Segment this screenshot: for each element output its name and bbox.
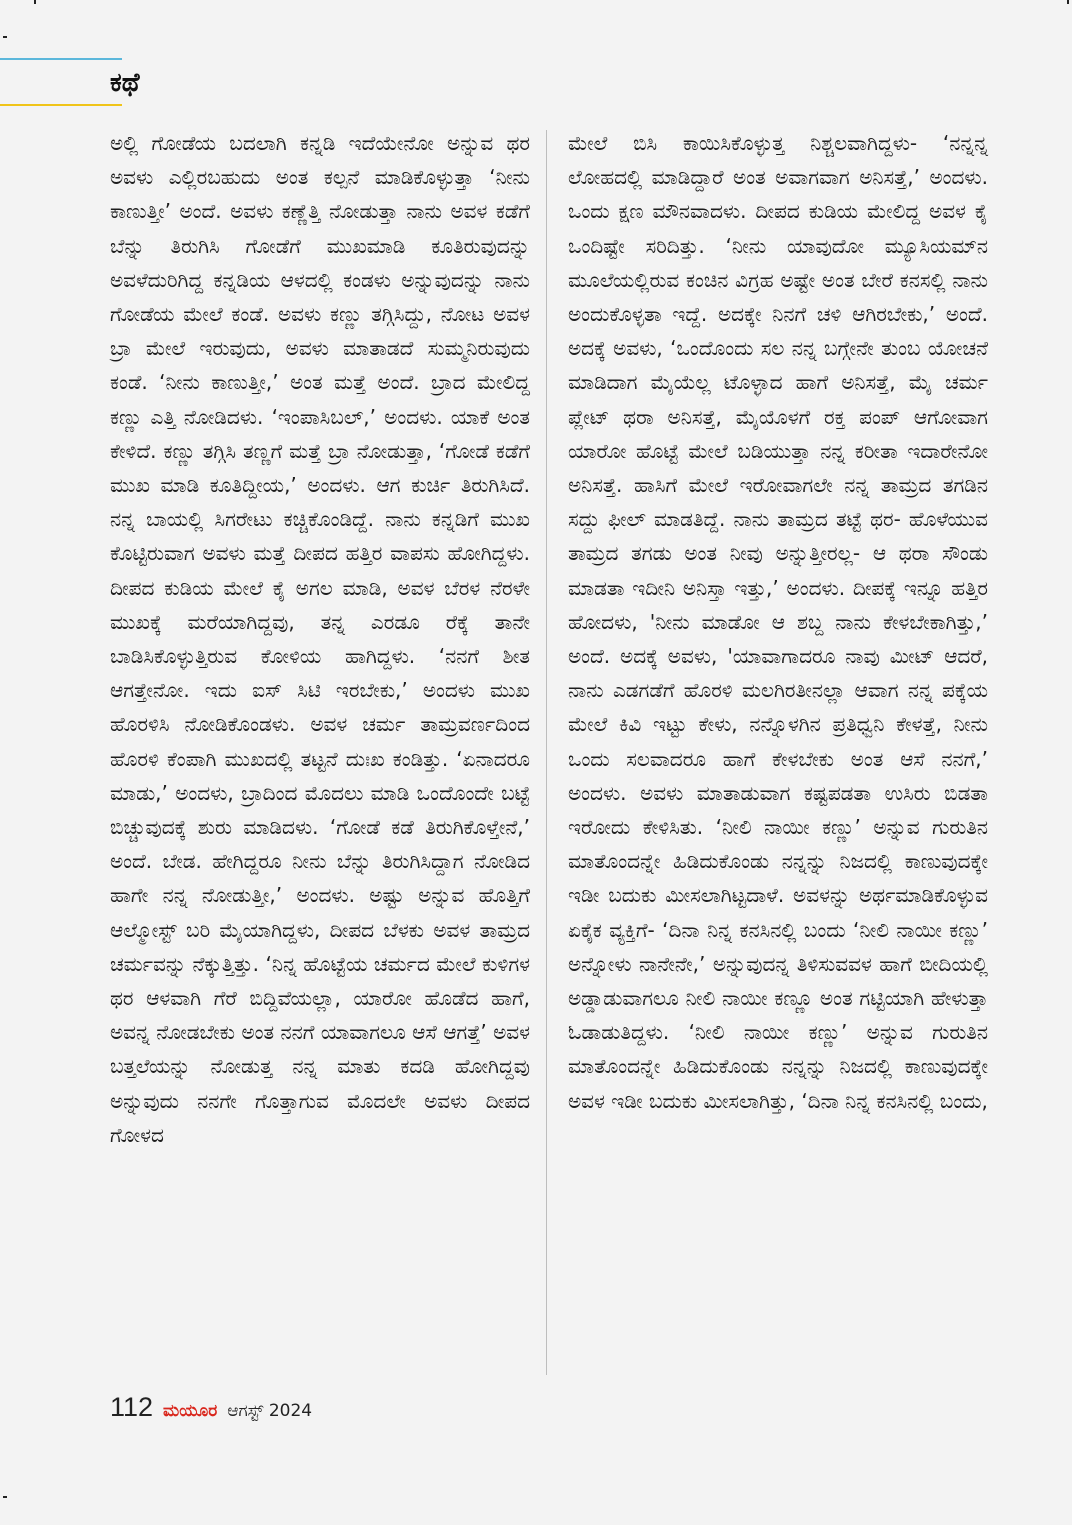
header-rule-blue — [0, 58, 122, 60]
section-title: ಕಥೆ — [110, 68, 140, 98]
crop-mark — [1067, 0, 1069, 4]
column-divider — [546, 130, 547, 1375]
page-footer — [110, 1392, 312, 1432]
crop-mark — [3, 1496, 7, 1498]
issue-date: ಆಗಸ್ಟ್ 2024 — [227, 1401, 313, 1421]
story-column-right: ಮೇಲೆ ಬಿಸಿ ಕಾಯಿಸಿಕೊಳ್ಳುತ್ತ ನಿಶ್ಚಲವಾಗಿದ್ದಳು- ‘ನನ್ನನ್ನ ಲೋಹದಲ್ಲಿ ಮಾಡಿದ್ದಾರೆ ಅಂತ ಅವಾಗವಾಗ ಅನಿಸತ್ತೆ,’ ಅಂದಳು. ಒಂದು ಕ್ಷಣ ಮೌನವಾದಳು. ದೀಪದ ಕುಡಿಯ ಮೇಲಿದ್ದ ಅವಳ ಕೈ ಒಂದಿಷ್ಟೇ ಸರಿದಿತ್ತು. ‘ನೀನು ಯಾವುದೋ ಮ್ಯೂಸಿಯಮ್‌ನ ಮೂಲೆಯಲ್ಲಿರುವ ಕಂಚಿನ ವಿಗ್ರಹ ಅಷ್ಟೇ ಅಂತ ಬೇರೆ ಕನಸಲ್ಲಿ ನಾನು ಅಂದುಕೊಳ್ಳತಾ ಇದ್ದೆ. ಅದಕ್ಕೇ ನಿನಗೆ ಚಳಿ ಆಗಿರಬೇಕು,’ ಅಂದೆ. ಅದಕ್ಕೆ ಅವಳು, ‘ಒಂದೊಂದು ಸಲ ನನ್ನ ಬಗ್ಗೇನೇ ತುಂಬ ಯೋಚನೆ ಮಾಡಿದಾಗ ಮೈಯೆಲ್ಲ ಟೊಳ್ಳಾದ ಹಾಗೆ ಅನಿಸತ್ತೆ, ಮೈ ಚರ್ಮ ಪ್ಲೇಟ್ ಥರಾ ಅನಿಸತ್ತೆ, ಮೈಯೊಳಗೆ ರಕ್ತ ಪಂಪ್ ಆಗೋವಾಗ ಯಾರೋ ಹೊಟ್ಟೆ ಮೇಲೆ ಬಡಿಯುತ್ತಾ ನನ್ನ ಕರೀತಾ ಇದಾರೇನೋ ಅನಿಸತ್ತೆ. ಹಾಸಿಗೆ ಮೇಲೆ ಇರೋವಾಗಲೇ ನನ್ನ ತಾಮ್ರದ ತಗಡಿನ ಸದ್ದು ಫೀಲ್ ಮಾಡತಿದ್ದೆ. ನಾನು ತಾಮ್ರದ ತಟ್ಟೆ ಥರ- ಹೊಳೆಯುವ ತಾಮ್ರದ ತಗಡು ಅಂತ ನೀವು ಅನ್ನುತ್ತೀರಲ್ಲ- ಆ ಥರಾ ಸೌಂಡು ಮಾಡತಾ ಇದೀನಿ ಅನಿಸ್ತಾ ಇತ್ತು,’ ಅಂದಳು. ದೀಪಕ್ಕೆ ಇನ್ನೂ ಹತ್ತಿರ ಹೋದಳು, 'ನೀನು ಮಾಡೋ ಆ ಶಬ್ದ ನಾನು ಕೇಳಬೇಕಾಗಿತ್ತು,’ ಅಂದೆ. ಅದಕ್ಕೆ ಅವಳು, 'ಯಾವಾಗಾದರೂ ನಾವು ಮೀಟ್ ಆದರೆ, ನಾನು ಎಡಗಡೆಗೆ ಹೊರಳಿ ಮಲಗಿರತೀನಲ್ಲಾ ಆವಾಗ ನನ್ನ ಪಕ್ಕೆಯ ಮೇಲೆ ಕಿವಿ ಇಟ್ಟು ಕೇಳು, ನನ್ನೊಳಗಿನ ಪ್ರತಿಧ್ವನಿ ಕೇಳತ್ತೆ, ನೀನು ಒಂದು ಸಲವಾದರೂ ಹಾಗೆ ಕೇಳಬೇಕು ಅಂತ ಆಸೆ ನನಗೆ,’ ಅಂದಳು. ಅವಳು ಮಾತಾಡುವಾಗ ಕಷ್ಟಪಡತಾ ಉಸಿರು ಬಿಡತಾ ಇರೋದು ಕೇಳಿಸಿತು. ‘ನೀಲಿ ನಾಯೀ ಕಣ್ಣು’ ಅನ್ನುವ ಗುರುತಿನ ಮಾತೊಂದನ್ನೇ ಹಿಡಿದುಕೊಂಡು ನನ್ನನ್ನು ನಿಜದಲ್ಲಿ ಕಾಣುವುದಕ್ಕೇ ಇಡೀ ಬದುಕು ಮೀಸಲಾಗಿಟ್ಟದಾಳೆ. ಅವಳನ್ನು ಅರ್ಥಮಾಡಿಕೊಳ್ಳುವ ಏಕೈಕ ವ್ಯಕ್ತಿಗೆ- ‘ದಿನಾ ನಿನ್ನ ಕನಸಿನಲ್ಲಿ ಬಂದು ‘ನೀಲಿ ನಾಯೀ ಕಣ್ಣು’ ಅನ್ನೋಳು ನಾನೇನೇ,’ ಅನ್ನುವುದನ್ನ ತಿಳಿಸುವವಳ ಹಾಗೆ ಬೀದಿಯಲ್ಲಿ ಅಡ್ಡಾಡುವಾಗಲೂ ನೀಲಿ ನಾಯೀ ಕಣ್ಣೂ ಅಂತ ಗಟ್ಟಿಯಾಗಿ ಹೇಳುತ್ತಾ ಓಡಾಡುತಿದ್ದಳು. ‘ನೀಲಿ ನಾಯೀ ಕಣ್ಣು’ ಅನ್ನುವ ಗುರುತಿನ ಮಾತೊಂದನ್ನೇ ಹಿಡಿದುಕೊಂಡು ನನ್ನನ್ನು ನಿಜದಲ್ಲಿ ಕಾಣುವುದಕ್ಕೇ ಅವಳ ಇಡೀ ಬದುಕು ಮೀಸಲಾಗಿತ್ತು, ‘ದಿನಾ ನಿನ್ನ ಕನಸಿನಲ್ಲಿ ಬಂದು, — [568, 131, 988, 1113]
page-number: 112 — [110, 1392, 154, 1422]
crop-mark — [3, 36, 7, 38]
header-rule-yellow — [0, 104, 122, 106]
magazine-logo: ಮಯೂರ — [163, 1401, 218, 1421]
crop-mark — [34, 0, 36, 4]
story-column-left: ಅಲ್ಲಿ ಗೋಡೆಯ ಬದಲಾಗಿ ಕನ್ನಡಿ ಇದೆಯೇನೋ ಅನ್ನುವ ಥರ ಅವಳು ಎಲ್ಲಿರಬಹುದು ಅಂತ ಕಲ್ಪನೆ ಮಾಡಿಕೊಳ್ಳುತ್ತಾ ‘ನೀನು ಕಾಣುತ್ತೀ’ ಅಂದೆ. ಅವಳು ಕಣ್ಣೆತ್ತಿ ನೋಡುತ್ತಾ ನಾನು ಅವಳ ಕಡೆಗೆ ಬೆನ್ನು ತಿರುಗಿಸಿ ಗೋಡೆಗೆ ಮುಖಮಾಡಿ ಕೂತಿರುವುದನ್ನು ಅವಳೆದುರಿಗಿದ್ದ ಕನ್ನಡಿಯ ಆಳದಲ್ಲಿ ಕಂಡಳು ಅನ್ನುವುದನ್ನು ನಾನು ಗೋಡೆಯ ಮೇಲೆ ಕಂಡೆ. ಅವಳು ಕಣ್ಣು ತಗ್ಗಿಸಿದ್ದು, ನೋಟ ಅವಳ ಬ್ರಾ ಮೇಲೆ ಇರುವುದು, ಅವಳು ಮಾತಾಡದೆ ಸುಮ್ಮನಿರುವುದು ಕಂಡೆ. ‘ನೀನು ಕಾಣುತ್ತೀ,’ ಅಂತ ಮತ್ತೆ ಅಂದೆ. ಬ್ರಾದ ಮೇಲಿದ್ದ ಕಣ್ಣು ಎತ್ತಿ ನೋಡಿದಳು. ‘ಇಂಪಾಸಿಬಲ್,’ ಅಂದಳು. ಯಾಕೆ ಅಂತ ಕೇಳಿದೆ. ಕಣ್ಣು ತಗ್ಗಿಸಿ ತಣ್ಣಗೆ ಮತ್ತೆ ಬ್ರಾ ನೋಡುತ್ತಾ, ‘ಗೋಡೆ ಕಡೆಗೆ ಮುಖ ಮಾಡಿ ಕೂತಿದ್ದೀಯ,’ ಅಂದಳು. ಆಗ ಕುರ್ಚಿ ತಿರುಗಿಸಿದೆ. ನನ್ನ ಬಾಯಲ್ಲಿ ಸಿಗರೇಟು ಕಚ್ಚಿಕೊಂಡಿದ್ದೆ. ನಾನು ಕನ್ನಡಿಗೆ ಮುಖ ಕೊಟ್ಟಿರುವಾಗ ಅವಳು ಮತ್ತೆ ದೀಪದ ಹತ್ತಿರ ವಾಪಸು ಹೋಗಿದ್ದಳು. ದೀಪದ ಕುಡಿಯ ಮೇಲೆ ಕೈ ಅಗಲ ಮಾಡಿ, ಅವಳ ಬೆರಳ ನೆರಳೇ ಮುಖಕ್ಕೆ ಮರೆಯಾಗಿದ್ದವು, ತನ್ನ ಎರಡೂ ರೆಕ್ಕೆ ತಾನೇ ಬಾಡಿಸಿಕೊಳ್ಳುತ್ತಿರುವ ಕೋಳಿಯ ಹಾಗಿದ್ದಳು. ‘ನನಗೆ ಶೀತ ಆಗತ್ತೇನೋ. ಇದು ಐಸ್ ಸಿಟಿ ಇರಬೇಕು,’ ಅಂದಳು ಮುಖ ಹೊರಳಿಸಿ ನೋಡಿಕೊಂಡಳು. ಅವಳ ಚರ್ಮ ತಾಮ್ರವರ್ಣದಿಂದ ಹೊರಳಿ ಕೆಂಪಾಗಿ ಮುಖದಲ್ಲಿ ತಟ್ಟನೆ ದುಃಖ ಕಂಡಿತ್ತು. ‘ಏನಾದರೂ ಮಾಡು,’ ಅಂದಳು, ಬ್ರಾದಿಂದ ಮೊದಲು ಮಾಡಿ ಒಂದೊಂದೇ ಬಟ್ಟೆ ಬಿಚ್ಚುವುದಕ್ಕೆ ಶುರು ಮಾಡಿದಳು. ‘ಗೋಡೆ ಕಡೆ ತಿರುಗಿಕೊಳ್ತೇನೆ,’ ಅಂದೆ. ಬೇಡ. ಹೇಗಿದ್ದರೂ ನೀನು ಬೆನ್ನು ತಿರುಗಿಸಿದ್ದಾಗ ನೋಡಿದ ಹಾಗೇ ನನ್ನ ನೋಡುತ್ತೀ,’ ಅಂದಳು. ಅಷ್ಟು ಅನ್ನುವ ಹೊತ್ತಿಗೆ ಆಲ್ಮೋಸ್ಟ್ ಬರಿ ಮೈಯಾಗಿದ್ದಳು, ದೀಪದ ಬೆಳಕು ಅವಳ ತಾಮ್ರದ ಚರ್ಮವನ್ನು ನೆಕ್ಕುತ್ತಿತ್ತು. ‘ನಿನ್ನ ಹೊಟ್ಟೆಯ ಚರ್ಮದ ಮೇಲೆ ಕುಳಿಗಳ ಥರ ಆಳವಾಗಿ ಗೆರೆ ಬಿದ್ದಿವೆಯಲ್ಲಾ, ಯಾರೋ ಹೊಡೆದ ಹಾಗೆ, ಅವನ್ನ ನೋಡಬೇಕು ಅಂತ ನನಗೆ ಯಾವಾಗಲೂ ಆಸೆ ಆಗತ್ತೆ’ ಅವಳ ಬತ್ತಲೆಯನ್ನು ನೋಡುತ್ತ ನನ್ನ ಮಾತು ಕದಡಿ ಹೋಗಿದ್ದವು ಅನ್ನುವುದು ನನಗೇ ಗೊತ್ತಾಗುವ ಮೊದಲೇ ಅವಳು ದೀಪದ ಗೋಳದ — [110, 131, 530, 1147]
